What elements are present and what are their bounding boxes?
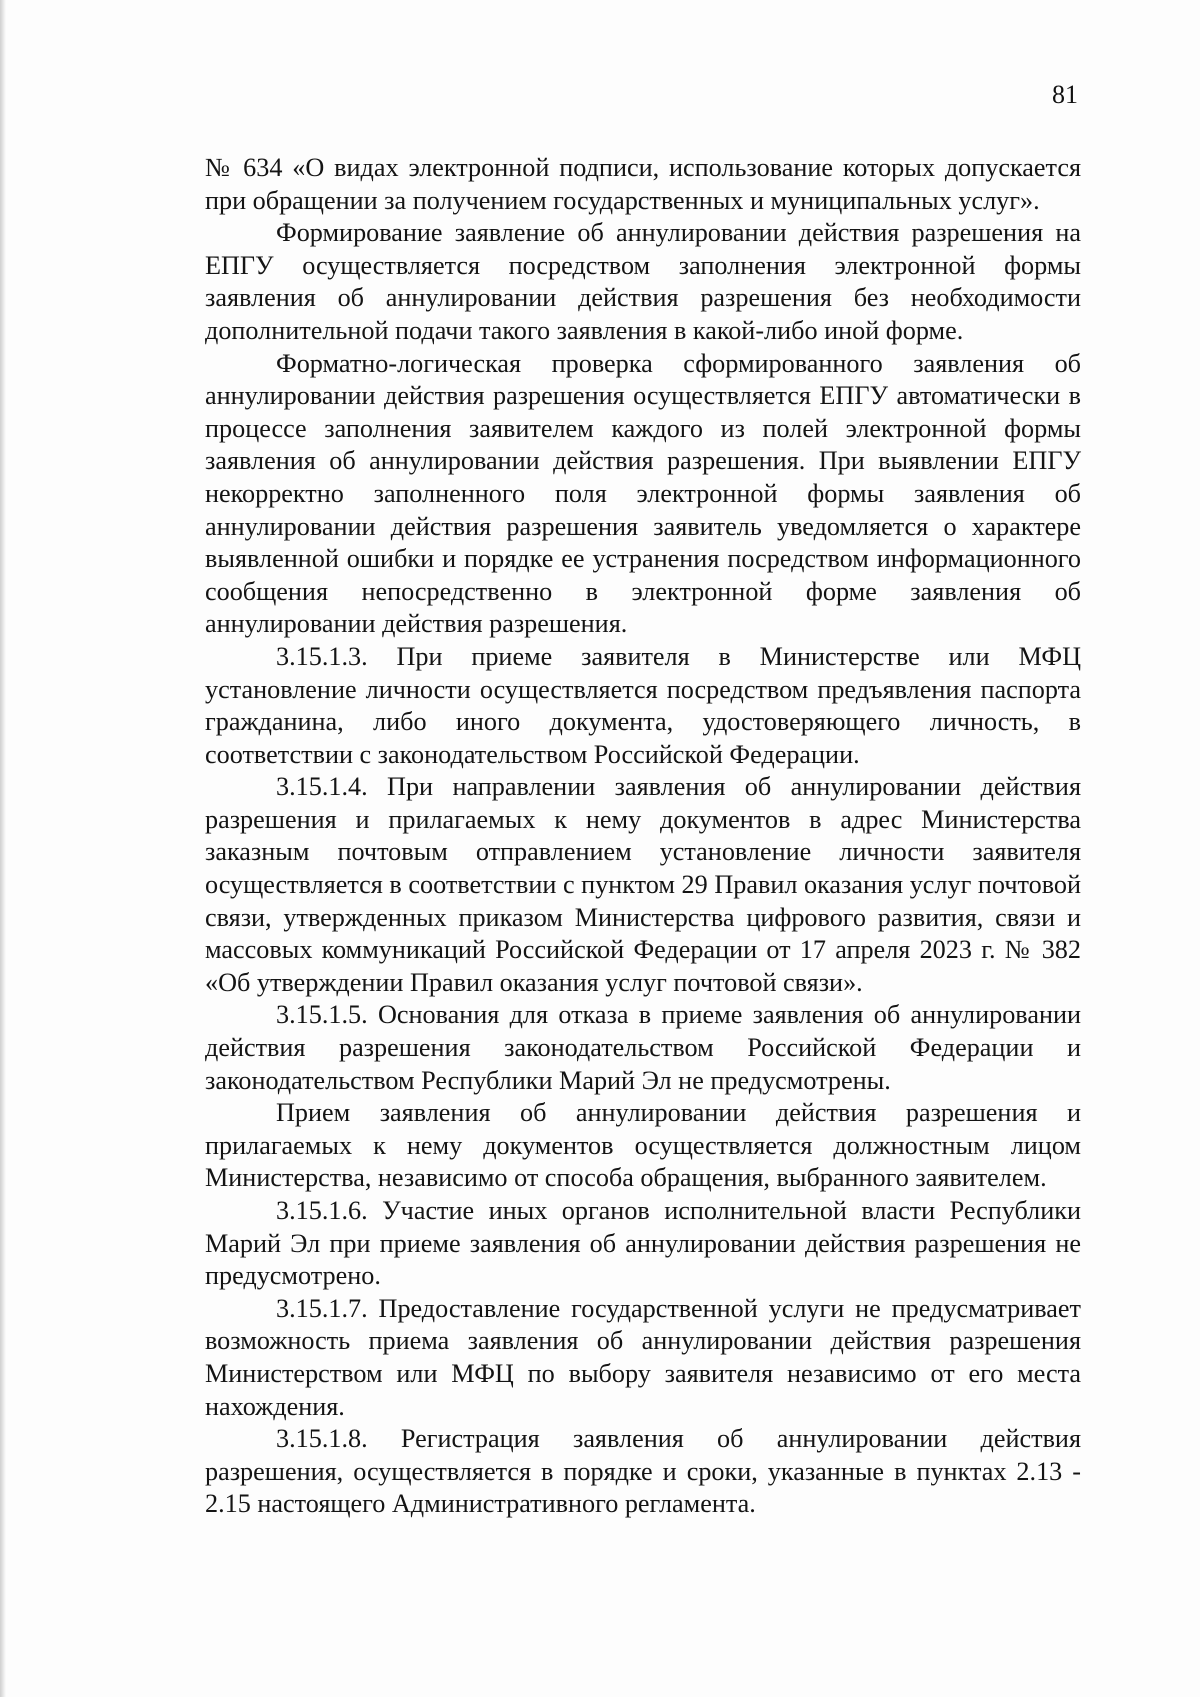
paragraph-reception: Прием заявления об аннулировании действия разрешения и прилагаемых к нему документов осуществляется должностным лицом Министерства, независимо от способа обращения, выбранного заявителем. [205,1098,1081,1193]
paragraph-2: Формирование заявление об аннулировании действия разрешения на ЕПГУ осуществляется посредством заполнения электронной формы заявления об аннулировании действия разрешения без необходимости дополнительной подачи такого заявления в какой-либо иной форме. [205,218,1081,345]
document-body [205,152,1081,1521]
paragraph-3: Форматно-логическая проверка сформированного заявления об аннулировании действия разрешения осуществляется ЕПГУ автоматически в процессе заполнения заявителем каждого из полей электронной формы заявления об аннулировании действия разрешения. При выявлении ЕПГУ некорректно заполненного поля электронной формы заявления об аннулировании действия разрешения заявитель уведомляется о характере выявленной ошибки и порядке ее устранения посредством информационного сообщения непосредственно в электронной форме заявления об аннулировании действия разрешения. [205,348,1081,639]
paragraph-3-15-1-8: 3.15.1.8. Регистрация заявления об аннулировании действия разрешения, осуществляется в порядке и сроки, указанные в пунктах 2.13 - 2.15 настоящего Административного регламента. [205,1424,1081,1519]
paragraph-3-15-1-6: 3.15.1.6. Участие иных органов исполнительной власти Республики Марий Эл при приеме заявления об аннулировании действия разрешения не предусмотрено. [205,1196,1081,1291]
page-number: 81 [1052,80,1078,109]
paragraph-3-15-1-3: 3.15.1.3. При приеме заявителя в Министерстве или МФЦ установление личности осуществляется посредством предъявления паспорта гражданина, либо иного документа, удостоверяющего личность, в соответствии с законодательством Российской Федерации. [205,641,1081,769]
paragraph-3-15-1-5: 3.15.1.5. Основания для отказа в приеме заявления об аннулировании действия разрешения законодательством Российской Федерации и законодательством Республики Марий Эл не предусмотрены. [205,1000,1081,1095]
paragraph-3-15-1-4: 3.15.1.4. При направлении заявления об аннулировании действия разрешения и прилагаемых к нему документов в адрес Министерства заказным почтовым отправлением установление личности заявителя осуществляется в соответствии с пунктом 29 Правил оказания услуг почтовой связи, утвержденных приказом Министерства цифрового развития, связи и массовых коммуникаций Российской Федерации от 17 апреля 2023 г. № 382 «Об утверждении Правил оказания услуг почтовой связи». [205,772,1081,997]
paragraph-1: № 634 «О видах электронной подписи, использование которых допускается при обращении за получением государственных и муниципальных услуг». [205,153,1081,215]
scan-edge-shadow [0,0,6,1697]
paragraph-3-15-1-7: 3.15.1.7. Предоставление государственной услуги не предусматривает возможность приема заявления об аннулировании действия разрешения Министерством или МФЦ по выбору заявителя независимо от его места нахождения. [205,1293,1081,1421]
